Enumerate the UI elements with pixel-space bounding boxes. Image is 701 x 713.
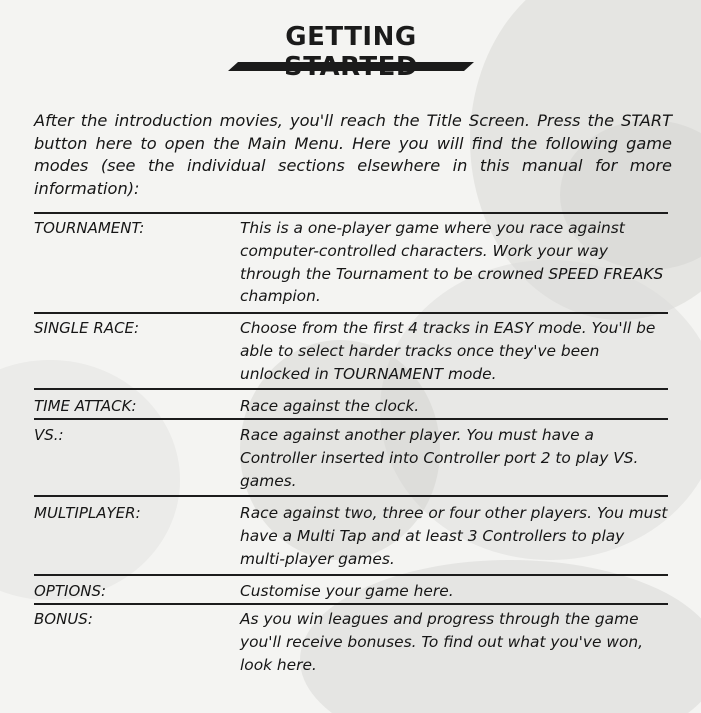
mode-label: BONUS: <box>34 610 93 628</box>
mode-description: Choose from the first 4 tracks in EASY mode. You'll be able to select harder tracks once they've been unlocked in TOURNAMENT mode. <box>240 319 656 383</box>
mode-label: OPTIONS: <box>34 582 107 600</box>
row-rule <box>34 388 668 390</box>
mode-description: Race against another player. You must have a Controller inserted into Controller port 2 to play VS. games. <box>240 426 639 490</box>
mode-description: Race against the clock. <box>240 397 420 415</box>
page-title: GETTING <box>285 22 417 52</box>
mode-label: SINGLE RACE: <box>34 319 140 337</box>
mode-label: TOURNAMENT: <box>34 219 145 237</box>
mode-description: Race against two, three or four other players. You must have a Multi Tap and at least 3 Controllers to play multi-player games. <box>240 504 668 568</box>
mode-label: TIME ATTACK: <box>34 397 137 415</box>
row-rule <box>34 418 668 420</box>
heading-block <box>228 22 474 62</box>
row-rule <box>34 495 668 497</box>
row-rule <box>34 603 668 605</box>
table-top-rule <box>34 212 668 214</box>
intro-paragraph: After the introduction movies, you'll reach the Title Screen. Press the START button here to open the Main Menu. Here you will find the following game modes (see the individual sections elsewhere in this manual for more information): <box>34 111 672 198</box>
mode-label: MULTIPLAYER: <box>34 504 141 522</box>
row-rule <box>34 312 668 314</box>
row-rule <box>34 574 668 576</box>
mode-label: VS.: <box>34 426 64 444</box>
mode-description: This is a one-player game where you race against computer-controlled characters. Work your way through the Tournament to be crowned SPEED FREAKS champion. <box>240 219 664 306</box>
mode-description: Customise your game here. <box>240 582 454 600</box>
mode-description: As you win leagues and progress through the game you'll receive bonuses. To find out what you've won, look here. <box>240 610 644 674</box>
title-underline-bar <box>228 62 474 71</box>
